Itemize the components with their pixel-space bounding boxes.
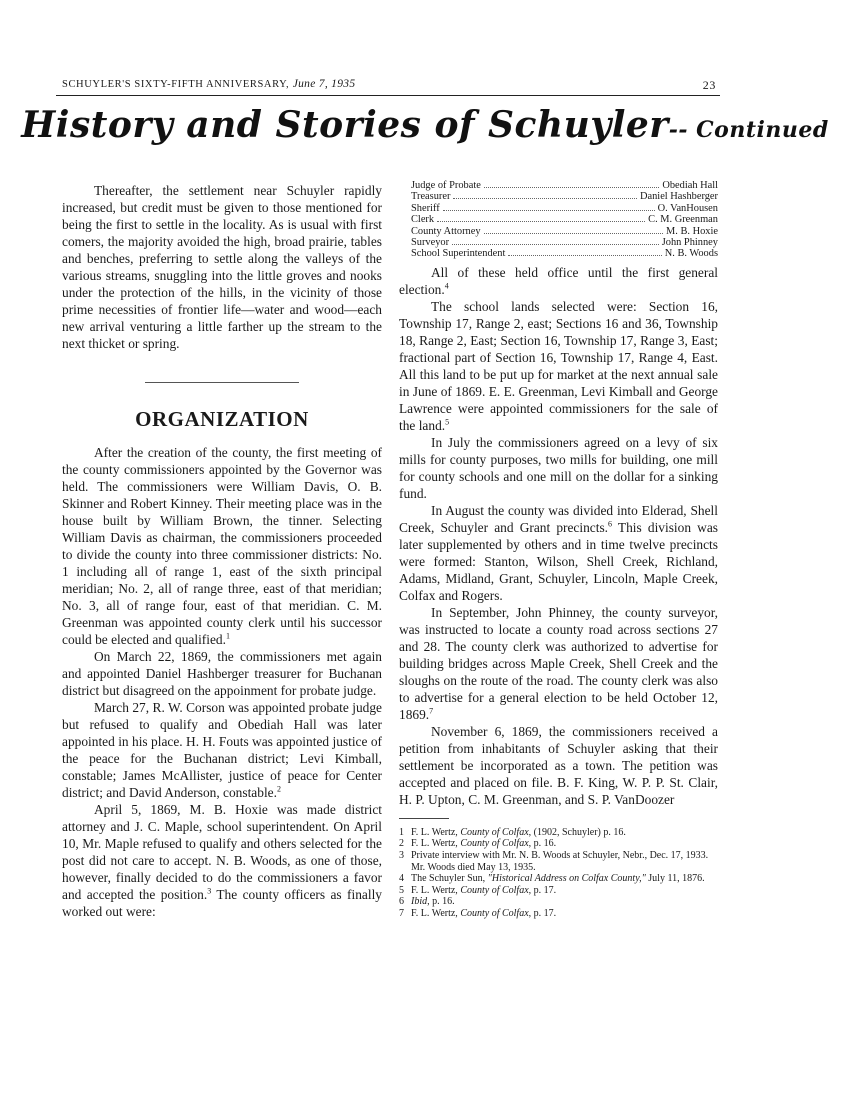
- officer-role: Sheriff: [411, 202, 440, 214]
- paragraph: On March 22, 1869, the commissioners met again and appointed Daniel Hashberger treasurer for Buchanan district but disagreed on the appoinment for probate judge.: [62, 649, 382, 698]
- officer-name: Obediah Hall: [662, 180, 718, 191]
- footnote-text-part: p. 17.: [531, 908, 557, 919]
- footnote-text: [411, 838, 718, 850]
- footnote: [399, 908, 718, 920]
- officer-name: M. B. Hoxie: [666, 225, 718, 237]
- paragraph: [62, 444, 382, 648]
- paragraph-text: April 5, 1869, M. B. Hoxie was made district attorney and J. C. Maple, school superintendent. On April 10, Mr. Maple refused to qualify and others selected for the post did not care to accept. N. B. Woods, as one of those, however, finally decided to do the commissioners a favor and accepted the position.: [62, 802, 382, 902]
- officer-row: [411, 214, 718, 225]
- paragraph-text: After the creation of the county, the first meeting of the county commissioners appointed by the Governor was held. The commissioners were William Davis, O. B. Skinner and Robert Kinney. Their meeting place was in the house built by William Brown, the tinner. Selecting William Davis as chairman, the commissioners proceeded to divide the county into three commissioner districts: No. 1 including all of range 1, east of the sixth principal meridian; No. 2, all of range three, east of that meridian; No. 3, all of range four, east of that meridian. C. M. Greenman was appointed county clerk until his successor could be elected and qualified.: [62, 445, 382, 647]
- footnote-title: "Historical Address on Colfax County,": [487, 873, 646, 885]
- footnote-title: County of Colfax,: [460, 838, 532, 850]
- paragraph-text: The county officers as finally worked out were:: [62, 887, 382, 919]
- paragraph: [399, 264, 718, 298]
- officer-row: [411, 191, 718, 202]
- dot-leader: [484, 187, 659, 188]
- title-continued: -- Continued: [668, 117, 829, 143]
- dot-leader: [437, 221, 645, 222]
- paragraph: November 6, 1869, the commissioners received a petition from inhabitants of Schuyler asking that their settlement be incorporated as a town. The petition was accepted and placed on file. B. F. King, W. P. P. St. Clair, H. P. Upton, C. M. Greenman, and S. P. VanDoozer: [399, 723, 718, 807]
- footnote-text-part: p. 16.: [531, 838, 557, 850]
- footnote: [399, 827, 718, 839]
- dot-leader: [452, 244, 659, 245]
- section-divider: [145, 382, 299, 383]
- running-title: [62, 78, 355, 90]
- paragraph: In July the commissioners agreed on a levy of six mills for county purposes, two mills for building, one mill for county schools and one mill on the dollar for a sinking fund.: [399, 434, 718, 501]
- footnote-rule: [399, 818, 449, 819]
- paragraph-text: In September, John Phinney, the county surveyor, was instructed to locate a county road across sections 27 and 28. The county clerk was authorized to advertise for building bridges across Maple Creek, Shell Creek and the sloughs on the route of the road. The county clerk was also to advertise for a general election to be held October 12, 1869.: [399, 604, 718, 722]
- footnote: [399, 850, 718, 873]
- officer-row: [411, 180, 718, 191]
- paragraph-text: All of these held office until the first general election.: [399, 264, 718, 297]
- footnote-ref[interactable]: 6: [608, 519, 613, 529]
- footnote-text-part: p. 16.: [429, 896, 455, 908]
- officer-name: N. B. Woods: [664, 248, 718, 260]
- footnote: [399, 838, 718, 850]
- paragraph: [399, 298, 718, 434]
- officer-name: John Phinney: [661, 237, 718, 249]
- paragraph-text: The school lands selected were: Section 16, Township 17, Range 2, east; Sections 16 and 36, Township 18, Range 2, East; Section 16, Township 17, Range 3, East; fractional part of Section 16, Township 17, Range 4, East. All this land to be put up for market at the next annual sale in June of 1869. E. E. Greenman, Levi Kimball and George Lawrence were appointed commissioners for the sale of the land.: [399, 298, 718, 433]
- paragraph: [62, 801, 382, 920]
- footnote-number: 5: [399, 884, 404, 896]
- officer-row: [411, 203, 718, 214]
- footnote-text: [411, 850, 718, 873]
- footnote-ref[interactable]: 1: [225, 631, 230, 641]
- right-column: [399, 180, 718, 920]
- officer-row: [411, 248, 718, 259]
- officer-name: Daniel Hashberger: [640, 191, 718, 203]
- section-heading: ORGANIZATION: [135, 407, 309, 431]
- footnote-ref[interactable]: 3: [207, 886, 212, 896]
- footnotes: [399, 827, 718, 920]
- page-number: 23: [702, 78, 716, 92]
- footnote-ref[interactable]: 2: [276, 784, 281, 794]
- footnote-text: [411, 885, 718, 897]
- footnote-title: County of Colfax,: [460, 826, 532, 838]
- footnote-title: County of Colfax,: [460, 908, 532, 919]
- footnote-number: 7: [399, 908, 404, 919]
- left-column: [62, 182, 382, 920]
- footnote: [399, 896, 718, 908]
- officer-name: C. M. Greenman: [648, 214, 718, 226]
- footnote-text-part: F. L. Wertz,: [411, 908, 461, 919]
- footnote-ref[interactable]: 4: [444, 281, 449, 291]
- footnote-ref[interactable]: 7: [429, 706, 434, 716]
- dot-leader: [484, 233, 663, 234]
- footnote-ref[interactable]: 5: [445, 417, 450, 427]
- intro-paragraph: Thereafter, the settlement near Schuyler rapidly increased, but credit must be given to those mentioned for being the first to settle in the locality. As is usual with first comers, the majority avoided the high, broad prairie, tables and benches, preferring to settle along the valleys of the various streams, snuggling into the little groves and nooks under the protection of the hills, in the vicinity of those prime necessities of frontier life—water and wood—each new arrival venturing a little farther up the stream to the next thicket or spring.: [62, 183, 382, 351]
- running-title-text: SCHUYLER'S SIXTY-FIFTH ANNIVERSARY,: [62, 79, 290, 90]
- footnote-text: [411, 827, 718, 839]
- footnote-number: 6: [399, 896, 404, 908]
- footnote: [399, 885, 718, 897]
- officer-role: Clerk: [411, 214, 435, 226]
- paragraph-text: In August the county was divided into Elderad, Shell Creek, Schuyler and Grant precincts.: [399, 502, 718, 535]
- footnote-text-part: F. L. Wertz,: [411, 838, 461, 850]
- footnote-number: 3: [399, 850, 404, 862]
- footnote-title: Ibid,: [411, 896, 430, 908]
- title-main: History and Stories of Schuyler: [21, 104, 669, 146]
- paragraph-text: This division was later supplemented by others and in time twelve precincts were formed: Stanton, Wilson, Shell Creek, Richland, Adams, Midland, Grant, Schuyler, Lincoln, Maple Creek, Colfax and Rogers.: [399, 519, 718, 603]
- footnote-text-part: July 11, 1876.: [645, 873, 705, 885]
- footnote-text-part: F. L. Wertz,: [411, 826, 461, 838]
- footnote-number: 2: [399, 838, 404, 850]
- dot-leader: [443, 210, 655, 211]
- officer-role: School Superintendent: [411, 248, 506, 260]
- header-rule: [56, 95, 720, 96]
- footnote-title: County of Colfax,: [460, 884, 532, 896]
- paragraph: [399, 502, 718, 604]
- paragraph: [399, 604, 718, 723]
- footnote-text-part: The Schuyler Sun,: [411, 873, 488, 885]
- footnote-text-part: Private interview with Mr. N. B. Woods at Schuyler, Nebr., Dec. 17, 1933. Mr. Woods died May 13, 1935.: [411, 850, 709, 873]
- footnote-text: [411, 873, 718, 885]
- footnote-text-part: p. 17.: [531, 884, 557, 896]
- dot-leader: [453, 198, 637, 199]
- officer-role: Judge of Probate: [411, 180, 481, 191]
- footnote: [399, 873, 718, 885]
- officer-role: Surveyor: [411, 237, 450, 249]
- page-title: [0, 104, 850, 146]
- paragraph: [62, 699, 382, 801]
- officer-row: [411, 237, 718, 248]
- paragraph-text: March 27, R. W. Corson was appointed probate judge but refused to qualify and Obediah Hall was later appointed in his place. H. H. Fouts was appointed justice of the peace for the Buchanan district; Levi Kimball, constable; James McAllister, justice of peace for Center district; and David Anderson, constable.: [62, 700, 382, 800]
- running-date: June 7, 1935: [292, 78, 356, 90]
- footnote-text-part: F. L. Wertz,: [411, 884, 461, 896]
- footnote-text-part: (1902, Schuyler) p. 16.: [531, 826, 626, 838]
- officer-role: County Attorney: [411, 225, 481, 237]
- footnote-text: [411, 896, 718, 908]
- footnote-number: 4: [399, 873, 404, 885]
- footnote-text: [411, 908, 718, 920]
- officers-list: [411, 180, 718, 260]
- officer-row: [411, 226, 718, 237]
- officer-role: Treasurer: [411, 191, 451, 203]
- dot-leader: [508, 255, 661, 256]
- officer-name: O. VanHousen: [657, 202, 718, 214]
- footnote-number: 1: [399, 826, 404, 838]
